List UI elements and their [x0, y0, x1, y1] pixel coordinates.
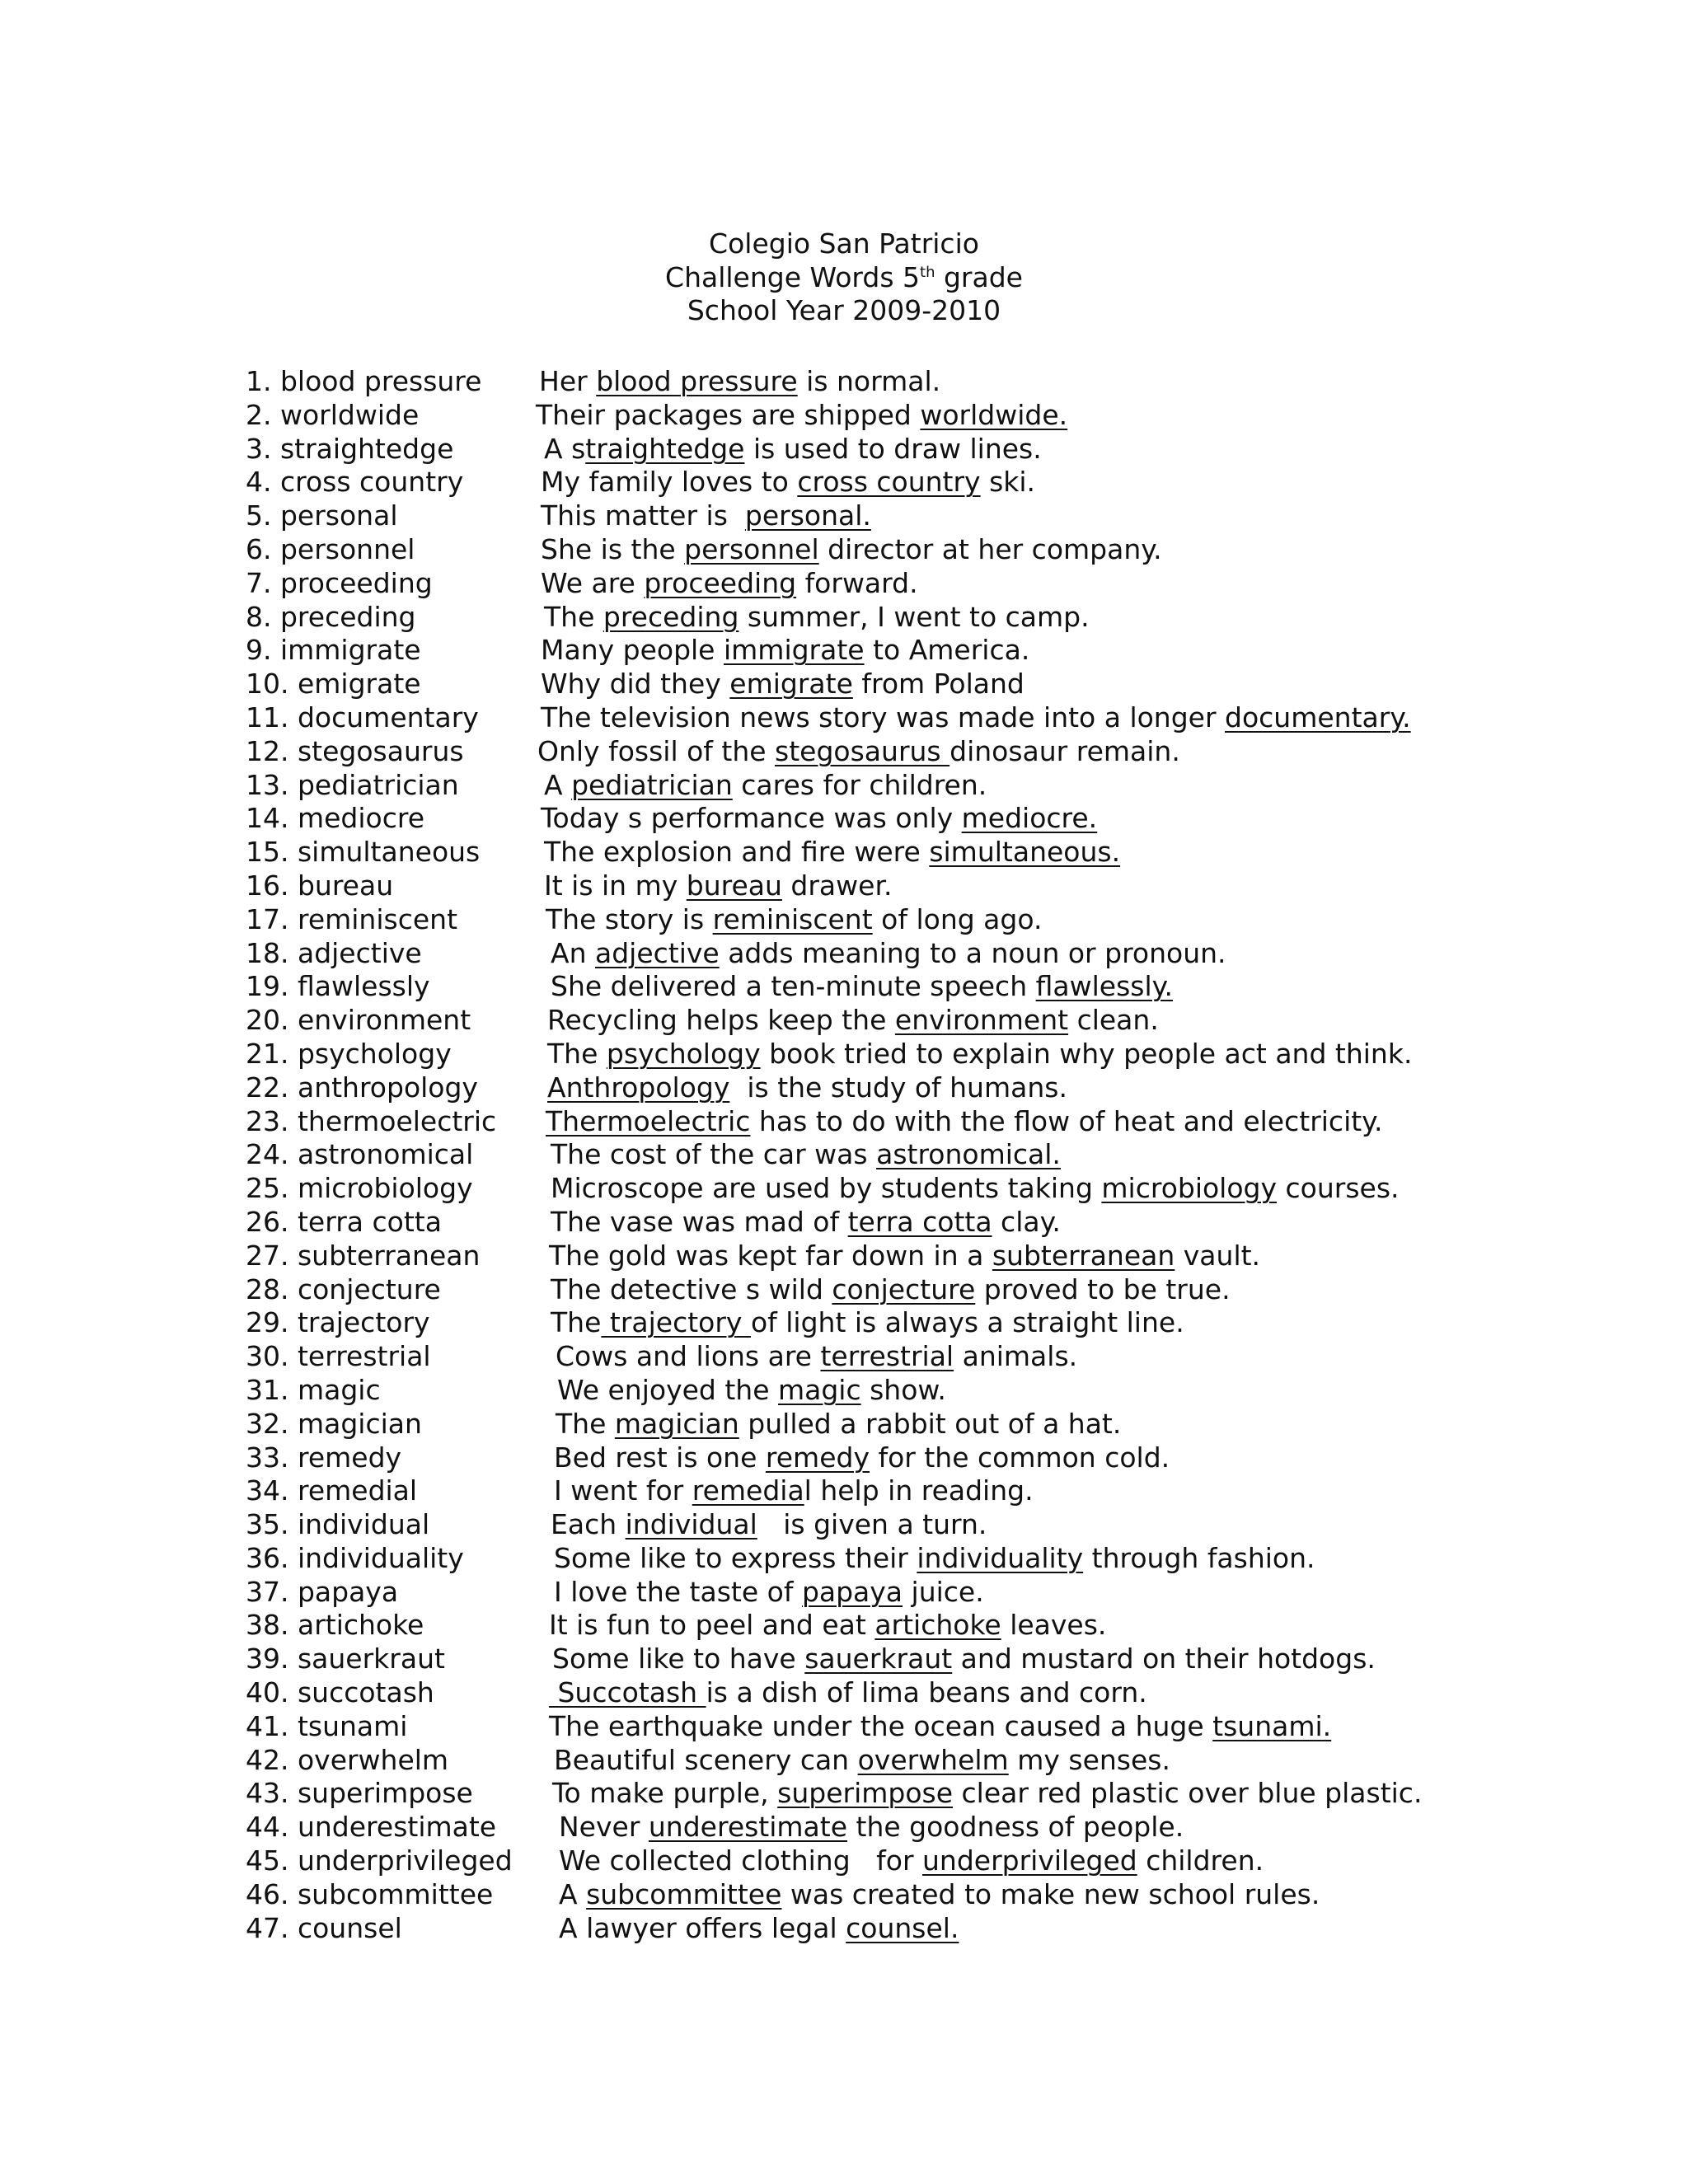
sentence-text: children. [1137, 1844, 1264, 1877]
underlined-word: magician [614, 1407, 739, 1440]
sentence-text: drawer. [781, 869, 893, 902]
word-row [246, 1105, 1482, 1139]
underlined-word: terra cotta [847, 1205, 992, 1238]
sentence-text: Each [551, 1508, 626, 1541]
sentence-text: To make purple, [552, 1777, 778, 1810]
underlined-word: Anthropology [547, 1071, 730, 1104]
word-row [246, 1508, 1482, 1542]
sentence-text: forward. [796, 566, 918, 599]
underlined-word: sauerkraut [804, 1643, 953, 1675]
sentence-text: dinosaur remain. [950, 734, 1180, 767]
sentence-text: l help in reading. [804, 1474, 1034, 1507]
example-sentence [557, 1374, 946, 1408]
underlined-word: tsunami. [1212, 1709, 1332, 1742]
underlined-word: subcommittee [586, 1877, 782, 1910]
underlined-word: underestimate [648, 1811, 848, 1844]
word-row [246, 1542, 1482, 1576]
underlined-word: astronomical. [876, 1138, 1061, 1171]
challenge-word: 9. immigrate [246, 634, 421, 667]
challenge-word: 1. blood pressure [246, 365, 482, 397]
sentence-text: is given a turn. [757, 1508, 987, 1541]
sentence-text: show. [860, 1373, 946, 1406]
example-sentence [541, 567, 918, 601]
sentence-text: The story is [546, 902, 713, 935]
word-row [246, 1710, 1482, 1744]
sentence-text: Never [559, 1811, 649, 1844]
challenge-word: 3. straightedge [246, 432, 454, 465]
underlined-word: documentary. [1225, 701, 1411, 733]
underlined-word: psychology [606, 1037, 761, 1070]
challenge-word: 22. anthropology [246, 1071, 478, 1104]
example-sentence [546, 1105, 1383, 1139]
underlined-word: simultaneous. [929, 836, 1121, 869]
sentence-text: The explosion and fire were [544, 836, 930, 869]
example-sentence [547, 1038, 1412, 1071]
underlined-word: artichoke [874, 1609, 1001, 1642]
sentence-text: The [544, 600, 603, 633]
word-row [246, 1912, 1482, 1946]
challenge-word: 30. terrestrial [246, 1340, 431, 1373]
example-sentence [551, 970, 1173, 1004]
sentence-text: vault. [1175, 1239, 1261, 1272]
challenge-word: 42. overwhelm [246, 1743, 449, 1776]
example-sentence [546, 903, 1042, 937]
example-sentence [541, 668, 1025, 701]
underlined-word: cross country [797, 466, 981, 499]
sentence-text: Their packages are shipped [536, 398, 921, 431]
word-row [246, 601, 1482, 635]
underlined-word: individuality [917, 1541, 1084, 1574]
example-sentence [554, 1744, 1170, 1778]
sentence-text: The television news story was made into a longer [541, 701, 1226, 733]
sentence-text: An [551, 936, 595, 969]
challenge-word: 34. remedial [246, 1474, 418, 1507]
example-sentence [559, 1878, 1320, 1912]
word-row [246, 1441, 1482, 1475]
word-row [246, 634, 1482, 668]
sentence-text: ski. [980, 466, 1036, 499]
sentence-text: The [547, 1037, 607, 1070]
sentence-text: Some like to express their [554, 1541, 917, 1574]
challenge-word: 40. succotash [246, 1676, 434, 1709]
example-sentence [549, 1609, 1106, 1643]
example-sentence [544, 769, 987, 803]
sentence-text: This matter is [541, 499, 745, 532]
example-sentence [559, 1912, 959, 1946]
document-header [0, 227, 1688, 328]
underlined-word: stegosaurus [775, 734, 950, 767]
underlined-word: proceeding [644, 566, 797, 599]
underlined-word: superimpose [777, 1777, 954, 1810]
underlined-word: papaya [801, 1575, 903, 1608]
example-sentence [551, 1138, 1061, 1172]
challenge-word: 24. astronomical [246, 1138, 474, 1171]
example-sentence [554, 1474, 1034, 1508]
sentence-text: director at her company. [818, 532, 1162, 565]
challenge-word: 46. subcommittee [246, 1877, 494, 1910]
word-row [246, 1038, 1482, 1071]
challenge-word: 29. trajectory [246, 1306, 430, 1339]
word-row [246, 567, 1482, 601]
word-row [246, 1240, 1482, 1273]
word-row [246, 1744, 1482, 1778]
underlined-word: terrestrial [820, 1340, 954, 1373]
word-row [246, 1408, 1482, 1441]
document-title [0, 261, 1688, 295]
word-row [246, 1643, 1482, 1676]
title-suffix: grade [935, 260, 1023, 293]
challenge-word: 5. personal [246, 499, 398, 532]
underlined-word: reminiscent [712, 902, 873, 935]
challenge-word: 10. emigrate [246, 668, 421, 701]
word-row [246, 1374, 1482, 1408]
sentence-text: juice. [903, 1575, 984, 1608]
underlined-word: bureau [686, 869, 782, 902]
underlined-word: underprivileged [922, 1844, 1137, 1877]
example-sentence [549, 1240, 1260, 1273]
underlined-word: personal. [744, 499, 871, 532]
word-row [246, 903, 1482, 937]
sentence-text: Many people [541, 634, 724, 667]
challenge-word: 36. individuality [246, 1541, 464, 1574]
underlined-word: mediocre. [961, 802, 1098, 835]
challenge-word: 4. cross country [246, 466, 464, 499]
sentence-text: Her [539, 365, 597, 397]
example-sentence [541, 499, 871, 533]
sentence-text: I love the taste of [554, 1575, 802, 1608]
example-sentence [552, 1643, 1376, 1676]
sentence-text: My family loves to [541, 466, 798, 499]
word-row [246, 1306, 1482, 1340]
example-sentence [547, 1071, 1067, 1105]
sentence-text: animals. [954, 1340, 1078, 1373]
sentence-text: It is fun to peel and eat [549, 1609, 875, 1642]
sentence-text: courses. [1277, 1172, 1400, 1205]
sentence-text: Some like to have [552, 1643, 805, 1675]
word-row [246, 769, 1482, 803]
example-sentence [544, 836, 1120, 869]
underlined-word: remedia [692, 1474, 804, 1507]
challenge-word: 37. papaya [246, 1575, 399, 1608]
example-sentence [544, 869, 892, 903]
sentence-text: proved to be true. [975, 1272, 1231, 1305]
example-sentence [556, 1408, 1121, 1441]
sentence-text: my senses. [1008, 1743, 1170, 1776]
example-sentence [551, 1172, 1400, 1206]
challenge-word: 43. superimpose [246, 1777, 473, 1810]
word-row [246, 1138, 1482, 1172]
sentence-text: She delivered a ten-minute speech [551, 970, 1036, 1003]
word-row [246, 701, 1482, 735]
example-sentence [554, 1576, 984, 1610]
sentence-text: is the study of humans. [729, 1071, 1067, 1104]
word-row [246, 1206, 1482, 1240]
word-row [246, 1676, 1482, 1710]
word-row [246, 869, 1482, 903]
example-sentence [551, 937, 1226, 971]
sentence-text: book tried to explain why people act and think. [760, 1037, 1413, 1070]
underlined-word: Succotash [549, 1676, 706, 1709]
challenge-word: 47. counsel [246, 1911, 402, 1944]
word-row [246, 1273, 1482, 1307]
challenge-word: 14. mediocre [246, 802, 425, 835]
example-sentence [549, 1710, 1331, 1744]
sentence-text: A [559, 1877, 587, 1910]
example-sentence [544, 433, 1042, 466]
sentence-text: is a dish of lima beans and corn. [706, 1676, 1147, 1709]
example-sentence [547, 1004, 1159, 1038]
underlined-word: individual [625, 1508, 757, 1541]
word-row [246, 399, 1482, 433]
word-row [246, 1878, 1482, 1912]
example-sentence [551, 1306, 1184, 1340]
challenge-word: 12. stegosaurus [246, 734, 464, 767]
challenge-word: 31. magic [246, 1373, 381, 1406]
sentence-text: Only fossil of the [537, 734, 776, 767]
sentence-text: of light is always a straight line. [750, 1306, 1184, 1339]
challenge-word: 20. environment [246, 1004, 471, 1037]
sentence-text: Bed rest is one [554, 1441, 766, 1474]
example-sentence [559, 1811, 1184, 1844]
underlined-word: preceding [603, 600, 739, 633]
challenge-word: 8. preceding [246, 600, 416, 633]
underlined-word: overwhelm [857, 1743, 1009, 1776]
underlined-word: pediatrician [571, 768, 733, 801]
underlined-word: immigrate [723, 634, 865, 667]
word-row [246, 668, 1482, 701]
underlined-word: remedy [765, 1441, 870, 1474]
challenge-word: 13. pediatrician [246, 768, 459, 801]
word-row [246, 937, 1482, 971]
challenge-word: 45. underprivileged [246, 1844, 513, 1877]
sentence-text: is used to draw lines. [744, 432, 1042, 465]
sentence-text: and mustard on their hotdogs. [952, 1643, 1376, 1675]
word-row [246, 1777, 1482, 1811]
sentence-text: the goodness of people. [847, 1811, 1184, 1844]
word-row [246, 1576, 1482, 1610]
sentence-text: summer, I went to camp. [738, 600, 1090, 633]
challenge-word: 7. proceeding [246, 566, 433, 599]
sentence-text: The gold was kept far down in a [549, 1239, 992, 1272]
challenge-word: 23. thermoelectric [246, 1104, 497, 1137]
example-sentence [556, 1340, 1077, 1374]
underlined-word: subterranean [992, 1239, 1175, 1272]
word-row [246, 836, 1482, 869]
example-sentence [551, 1508, 987, 1542]
underlined-word: conjecture [832, 1272, 976, 1305]
example-sentence [554, 1542, 1315, 1576]
challenge-word: 39. sauerkraut [246, 1643, 445, 1675]
challenge-word: 16. bureau [246, 869, 394, 902]
example-sentence [539, 365, 940, 399]
sentence-text: for the common cold. [869, 1441, 1170, 1474]
word-row [246, 1071, 1482, 1105]
challenge-word: 26. terra cotta [246, 1205, 442, 1238]
word-row [246, 365, 1482, 399]
challenge-word: 21. psychology [246, 1037, 452, 1070]
sentence-text: We collected clothing for [559, 1844, 923, 1877]
challenge-word: 38. artichoke [246, 1609, 424, 1642]
sentence-text: She is the [541, 532, 685, 565]
sentence-text: is normal. [797, 365, 941, 397]
sentence-text: adds meaning to a noun or pronoun. [719, 936, 1226, 969]
sentence-text: Cows and lions are [556, 1340, 821, 1373]
word-row [246, 1811, 1482, 1844]
example-sentence [536, 399, 1067, 433]
underlined-word: trajectory [601, 1306, 751, 1339]
sentence-text: The vase was mad of [551, 1205, 848, 1238]
underlined-word: flawlessly. [1035, 970, 1173, 1003]
sentence-text: A s [544, 432, 586, 465]
example-sentence [551, 1273, 1231, 1307]
example-sentence [549, 1676, 1147, 1710]
sentence-text: was created to make new school rules. [781, 1877, 1320, 1910]
word-row [246, 466, 1482, 499]
underlined-word: counsel. [846, 1911, 959, 1944]
challenge-word: 44. underestimate [246, 1811, 497, 1844]
word-row [246, 433, 1482, 466]
underlined-word: emigrate [729, 668, 853, 701]
sentence-text: We enjoyed the [557, 1373, 778, 1406]
underlined-word: environment [894, 1004, 1069, 1037]
sentence-text: The detective s wild [551, 1272, 832, 1305]
sentence-text: The [556, 1407, 615, 1440]
example-sentence [541, 634, 1029, 668]
sentence-text: We are [541, 566, 645, 599]
challenge-word: 27. subterranean [246, 1239, 481, 1272]
challenge-word: 2. worldwide [246, 398, 420, 431]
example-sentence [551, 1206, 1061, 1240]
word-row [246, 1609, 1482, 1643]
sentence-text: to America. [864, 634, 1030, 667]
underlined-word: adjective [594, 936, 720, 969]
challenge-word: 35. individual [246, 1508, 430, 1541]
sentence-text: of long ago. [872, 902, 1043, 935]
sentence-text: clay. [992, 1205, 1061, 1238]
title-text: Challenge Words 5 [665, 260, 921, 293]
challenge-word: 17. reminiscent [246, 902, 458, 935]
challenge-word: 41. tsunami [246, 1709, 408, 1742]
word-row [246, 735, 1482, 769]
sentence-text: leaves. [1001, 1609, 1107, 1642]
word-row [246, 1004, 1482, 1038]
example-sentence [541, 466, 1035, 499]
sentence-text: clear red plastic over blue plastic. [953, 1777, 1423, 1810]
example-sentence [544, 601, 1090, 635]
word-row [246, 1172, 1482, 1206]
challenge-word-list [246, 365, 1482, 1945]
underlined-word: Thermoelectric [546, 1104, 751, 1137]
word-row [246, 1474, 1482, 1508]
word-row [246, 499, 1482, 533]
challenge-word: 25. microbiology [246, 1172, 473, 1205]
sentence-text: cares for children. [732, 768, 987, 801]
underlined-word: microbiology [1101, 1172, 1278, 1205]
challenge-word: 33. remedy [246, 1441, 402, 1474]
sentence-text: Why did they [541, 668, 730, 701]
underlined-word: traightedge [585, 432, 745, 465]
word-row [246, 533, 1482, 567]
sentence-text: Microscope are used by students taking [551, 1172, 1102, 1205]
example-sentence [554, 1441, 1170, 1475]
example-sentence [541, 701, 1411, 735]
word-row [246, 1340, 1482, 1374]
challenge-word: 19. flawlessly [246, 970, 430, 1003]
example-sentence [537, 735, 1180, 769]
sentence-text: clean. [1068, 1004, 1159, 1037]
example-sentence [541, 533, 1162, 567]
school-name: Colegio San Patricio [709, 227, 979, 260]
sentence-text: through fashion. [1083, 1541, 1315, 1574]
sentence-text: It is in my [544, 869, 687, 902]
word-row [246, 970, 1482, 1004]
sentence-text: Beautiful scenery can [554, 1743, 858, 1776]
sentence-text: The earthquake under the ocean caused a huge [549, 1709, 1213, 1742]
sentence-text: pulled a rabbit out of a hat. [738, 1407, 1122, 1440]
sentence-text: Today s performance was only [541, 802, 962, 835]
underlined-word: worldwide. [920, 398, 1068, 431]
challenge-word: 28. conjecture [246, 1272, 441, 1305]
challenge-word: 32. magician [246, 1407, 422, 1440]
challenge-word: 18. adjective [246, 936, 422, 969]
challenge-word: 11. documentary [246, 701, 479, 733]
underlined-word: personnel [684, 532, 819, 565]
word-row [246, 1844, 1482, 1878]
challenge-word: 6. personnel [246, 532, 415, 565]
example-sentence [552, 1777, 1422, 1811]
sentence-text: has to do with the flow of heat and electricity. [750, 1104, 1383, 1137]
sentence-text: A [544, 768, 572, 801]
school-year: School Year 2009-2010 [687, 294, 1001, 326]
sentence-text: The [551, 1306, 602, 1339]
title-superscript: th [920, 263, 935, 281]
sentence-text: A lawyer offers legal [559, 1911, 846, 1944]
sentence-text: The cost of the car was [551, 1138, 877, 1171]
example-sentence [541, 802, 1097, 836]
example-sentence [559, 1844, 1264, 1878]
word-row [246, 802, 1482, 836]
sentence-text: I went for [554, 1474, 692, 1507]
challenge-word: 15. simultaneous [246, 836, 481, 869]
sentence-text: from Poland [852, 668, 1025, 701]
sentence-text: Recycling helps keep the [547, 1004, 895, 1037]
underlined-word: blood pressure [596, 365, 798, 397]
underlined-word: magic [777, 1373, 861, 1406]
